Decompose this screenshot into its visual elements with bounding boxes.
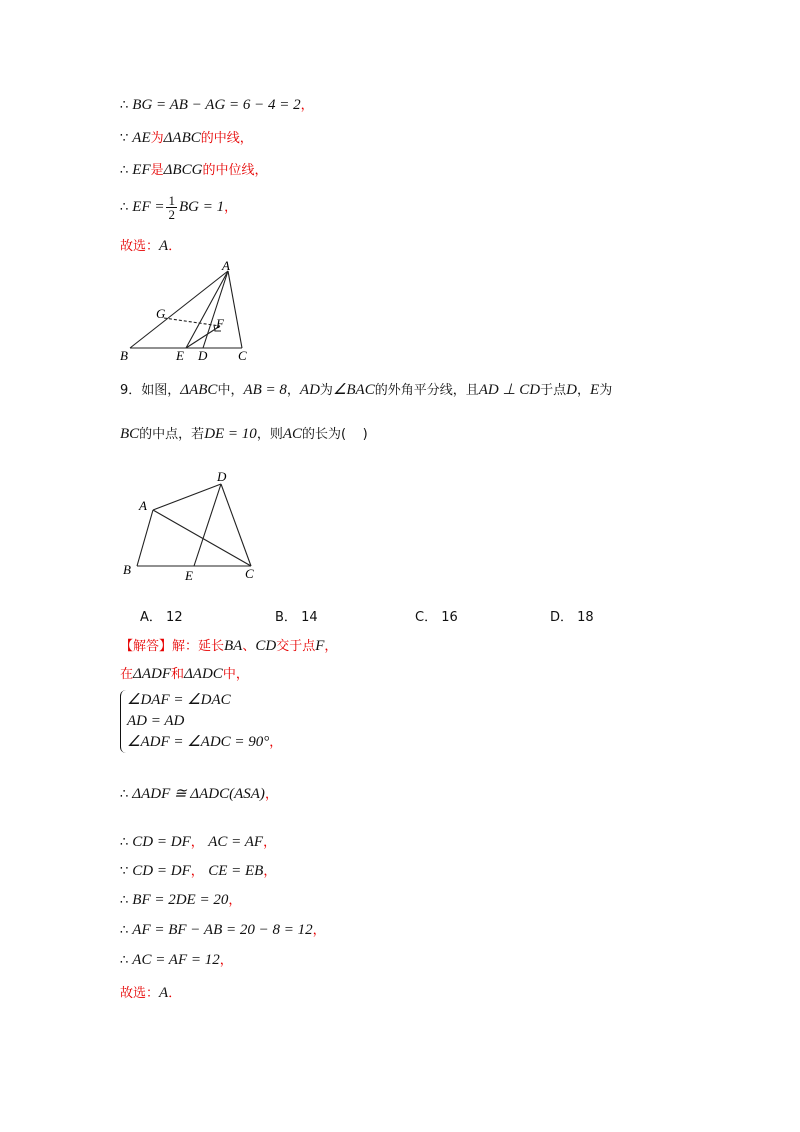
therefore-symbol: ∴ [120,893,129,908]
text: 如图， [141,383,181,398]
segment-dc [221,484,251,566]
expr: F [315,638,325,654]
expr: CD = DF [132,863,191,879]
system-row-text: ∠ADF = ∠ADC = 90° [127,734,270,750]
because-symbol: ∵ [120,864,129,879]
solution-line-ef-value [120,192,237,223]
label-a: A [222,258,230,273]
expr: AC = AF [208,834,264,850]
punct: ， [300,98,314,113]
punct: ， [190,864,204,879]
system-row: AD = AD [127,713,185,729]
expr: BF = 2DE = 20 [132,892,229,908]
option-value: 14 [301,610,318,625]
option-letter: C． [415,610,438,625]
segment-ac [153,510,251,566]
solution-af [120,920,326,941]
option-value: 16 [441,610,458,625]
expr: DE = 10 [204,426,257,442]
answer-blank: ( ) [341,427,368,442]
text: 为 [599,383,613,398]
expr: AC [282,426,302,442]
option-b[interactable] [275,606,318,625]
label-b: B [120,348,128,363]
expr: CD [255,638,277,654]
text: 的外角平分线，且 [374,383,479,398]
text: 交于点 [276,639,316,654]
label-d: D [217,469,227,484]
solution-in-triangles [120,664,249,685]
therefore-symbol: ∴ [120,200,129,215]
fraction [166,194,177,221]
label-a: A [139,498,147,513]
solution-line-ae-median [120,128,253,149]
option-value: 18 [577,610,594,625]
expr: ΔABC [163,130,201,146]
system-row: ∠DAF = ∠DAC [127,692,231,708]
answer-line-prev [120,236,181,257]
expr: E [590,382,600,398]
text: 中， [217,383,244,398]
expr: EF = [132,199,165,215]
text: 的长为 [302,427,342,442]
text: ，则 [256,427,283,442]
expr: ∠BAC [332,382,375,398]
expr: CD = DF [132,834,191,850]
label-d: D [198,348,208,363]
option-letter: D． [550,610,574,625]
text: 是 [150,163,164,178]
because-symbol: ∵ [120,131,129,146]
expr: BG = 1 [178,199,225,215]
punct: ， [312,923,326,938]
punct: ， [264,787,278,802]
text: ， [286,383,300,398]
segment-ba [130,271,228,348]
expr: AC = AF = 12 [132,952,220,968]
punct: ， [263,864,277,879]
solution-midpoints [120,861,276,882]
expr: BA [224,638,243,654]
solution-line-ef-midline [120,160,267,181]
option-d[interactable] [550,606,594,625]
text: 中， [222,667,249,682]
punct: ， [263,835,277,850]
text: 、 [242,639,256,654]
answer-value: A [159,238,169,254]
punct: ， [219,953,233,968]
option-c[interactable] [415,606,458,625]
expr: ΔABC [180,382,218,398]
expr: BC [120,426,140,442]
punct: ， [269,735,283,750]
therefore-symbol: ∴ [120,787,129,802]
label-b: B [123,562,131,577]
expr: AB = 8 [243,382,287,398]
option-a[interactable] [140,606,183,625]
expr: AE [132,130,151,146]
answer-label: 故选： [120,239,160,254]
solution-label: 【解答】解：延长 [120,639,225,654]
solution-equal-sides [120,832,276,853]
text: ， [577,383,591,398]
question-9-line-1 [120,380,612,401]
option-letter: B． [275,610,297,625]
text: 和 [170,667,184,682]
therefore-symbol: ∴ [120,953,129,968]
punct: ． [168,986,182,1001]
option-letter: A． [140,610,162,625]
solution-header [120,636,337,657]
expr: D [566,382,577,398]
punct: ， [190,835,204,850]
label-g: G [156,306,166,321]
numerator: 1 [168,192,175,208]
solution-line-bg [120,95,314,116]
label-e: E [176,348,184,363]
expr: CE = EB [208,863,264,879]
text: 于点 [540,383,567,398]
punct: ， [224,200,238,215]
question-number: 9． [120,383,142,398]
text: 的中点，若 [139,427,205,442]
label-e: E [185,568,193,583]
option-value: 12 [166,610,183,625]
system-row [127,732,282,753]
denominator: 2 [168,206,175,222]
text: 为 [150,131,164,146]
expr: AD ⊥ CD [478,382,541,398]
segment-ad [153,484,221,510]
therefore-symbol: ∴ [120,98,129,113]
equation: BG = AB − AG = 6 − 4 = 2 [132,97,301,113]
expr: AD [299,382,320,398]
therefore-symbol: ∴ [120,163,129,178]
punct: ． [168,239,182,254]
segment-ab [137,510,153,566]
expr: ΔADF [133,666,171,682]
therefore-symbol: ∴ [120,835,129,850]
therefore-symbol: ∴ [120,923,129,938]
expr: EF [132,162,151,178]
text: 在 [120,667,134,682]
text: 为 [319,383,333,398]
expr: ΔADC [184,666,223,682]
label-f: F [216,316,224,331]
text: ， [324,639,338,654]
expr: ΔBCG [163,162,203,178]
segment-de [194,484,221,566]
solution-ac [120,950,233,971]
text: 的中线， [200,131,253,146]
punct: ， [228,893,242,908]
solution-bf [120,890,241,911]
figure-quadrilateral-2 [115,466,265,586]
segment-ac [228,271,242,348]
figure-triangle-1 [110,258,270,368]
expr: ΔADF ≅ ΔADC(ASA) [132,786,265,802]
expr: AF = BF − AB = 20 − 8 = 12 [132,922,313,938]
solution-congruent [120,784,278,805]
answer-value: A [159,985,169,1001]
label-c: C [245,566,254,581]
answer-line-final [120,983,181,1004]
question-9-line-2 [120,424,368,445]
label-c: C [238,348,247,363]
text: 的中位线， [202,163,268,178]
equation-system [120,690,282,753]
answer-label: 故选： [120,986,160,1001]
